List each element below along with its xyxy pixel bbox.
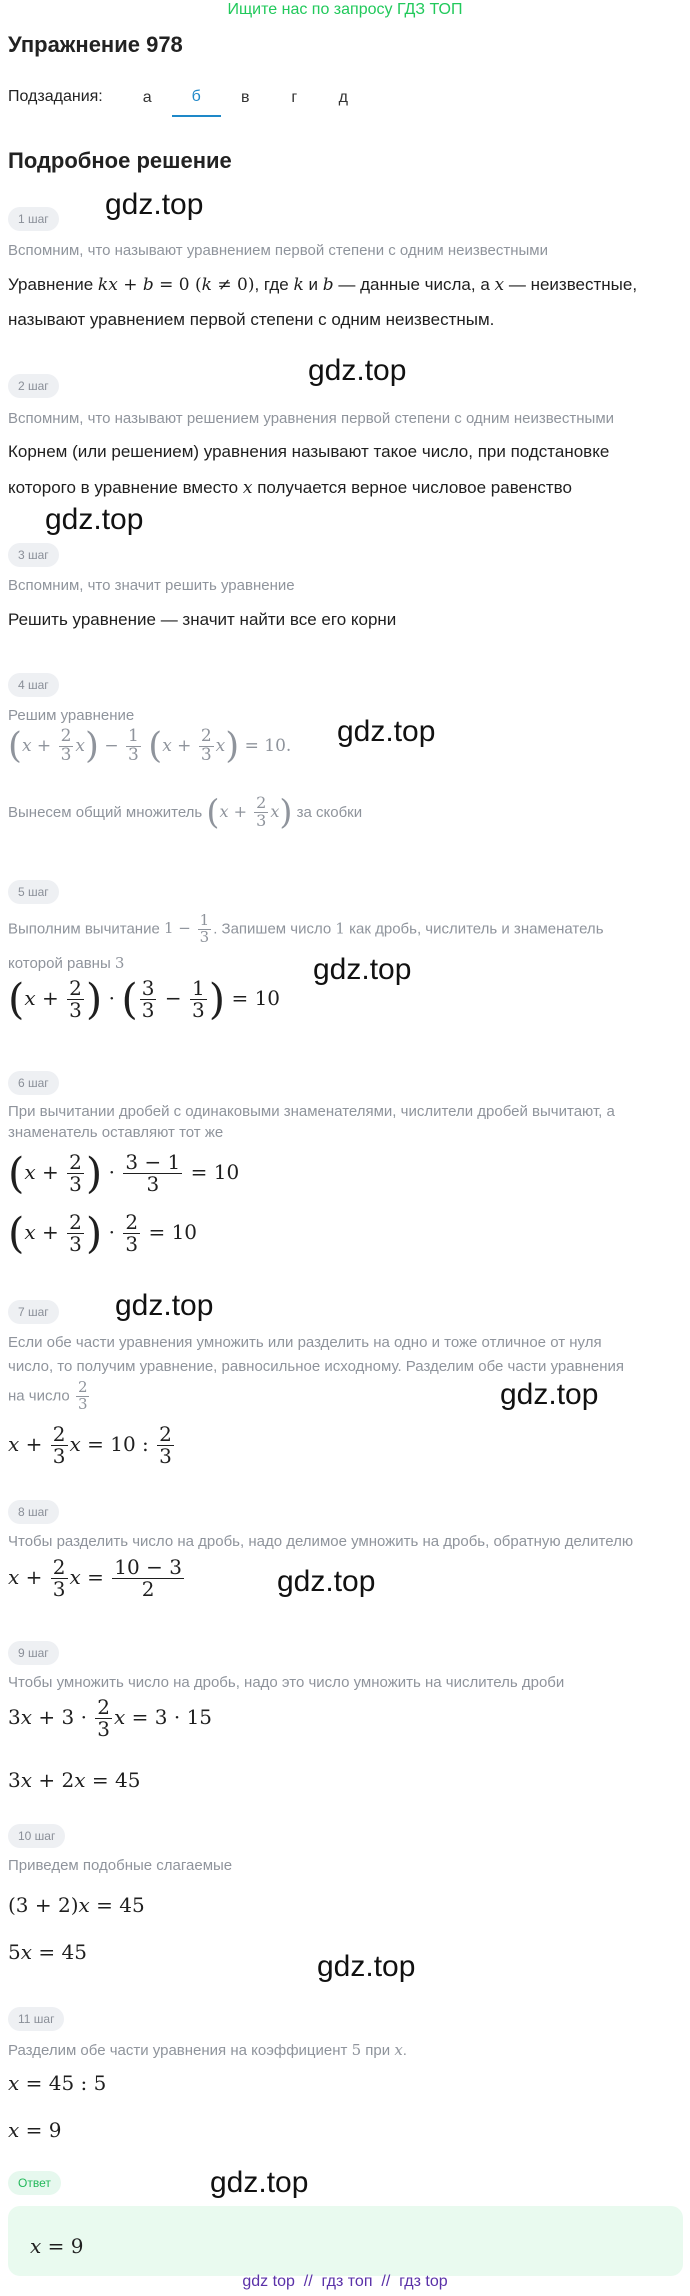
watermark: gdz.top	[317, 1950, 416, 1983]
step-badge: 9 шаг	[8, 1641, 59, 1665]
watermark: gdz.top	[500, 1378, 599, 1411]
tab-b[interactable]: б	[172, 78, 221, 117]
footer-links[interactable]: gdz top // гдз топ // гдз top	[242, 2273, 448, 2290]
tab-v[interactable]: в	[240, 88, 250, 106]
step-text: Решить уравнение — значит найти все его корни	[8, 610, 397, 629]
watermark: gdz.top	[210, 2166, 309, 2199]
equation: x + $\frac{2}{3}$ x = $\frac{10 - 3}{2}$	[8, 1555, 182, 1601]
step-hint-2: число, то получим уравнение, равносильное исходному. Разделим обе части уравнения	[8, 1358, 624, 1375]
step-text-2: называют уравнением первой степени с одним неизвестным.	[8, 310, 495, 329]
equation: (x + $\frac{2}{3}$ x) − $\frac{1}{3}$ (x + $\frac{2}{3}$ x) = 10.	[8, 725, 292, 767]
step-hint-2: знаменатель оставляют тот же	[8, 1124, 224, 1141]
step-hint: При вычитании дробей с одинаковыми знаменателями, числители дробей вычитают, а	[8, 1103, 615, 1120]
step-badge: 7 шаг	[8, 1300, 59, 1324]
step-badge: 11 шаг	[8, 2007, 64, 2031]
step-text-2: которого в уравнение вместо x получается верное числовое равенство	[8, 478, 572, 498]
step-badge: 5 шаг	[8, 880, 59, 904]
equation: (x + $\frac{2}{3}$ ) · ( $\frac{3}{3}$ − $\frac{1}{3}$ ) = 10	[8, 974, 281, 1024]
step-badge: 6 шаг	[8, 1071, 59, 1095]
answer-box	[8, 2206, 683, 2276]
step-hint: Вспомним, что называют уравнением первой степени с одним неизвестными	[8, 242, 548, 259]
answer-badge: Ответ	[8, 2171, 61, 2195]
subtasks-nav	[8, 80, 690, 114]
step-hint: Вспомним, что значит решить уравнение	[8, 577, 295, 594]
equation: (x + $\frac{2}{3}$ ) · $\frac{3 - 1}{3}$ = 10	[8, 1148, 240, 1198]
step-badge: 2 шаг	[8, 374, 59, 398]
watermark: gdz.top	[308, 354, 407, 387]
step-hint: Выполним вычитание 1 − $\frac{1}{3}$ . Запишем число 1 как дробь, числитель и знаменатель	[8, 911, 604, 946]
step-hint: Решим уравнение	[8, 707, 135, 724]
step-text: Уравнение kx + b = 0 (k ≠ 0), где k и b — данные числа, а x — неизвестные,	[8, 275, 638, 295]
step-badge: 4 шаг	[8, 673, 59, 697]
watermark: gdz.top	[277, 1565, 376, 1598]
step-hint-2: которой равны 3	[8, 954, 125, 972]
equation: 3x + 3 · $\frac{2}{3}$ x = 3 · 15	[8, 1695, 213, 1741]
step-hint: Разделим обе части уравнения на коэффициент 5 при x.	[8, 2041, 407, 2059]
equation: x = 9	[8, 2118, 62, 2142]
step-text: Корнем (или решением) уравнения называют такое число, при подстановке	[8, 442, 610, 461]
equation: (3 + 2)x = 45	[8, 1893, 145, 1917]
step-hint-2: Вынесем общий множитель (x + $\frac{2}{3}$ x) за скобки	[8, 792, 363, 832]
watermark: gdz.top	[115, 1289, 214, 1322]
step-badge: 8 шаг	[8, 1500, 59, 1524]
answer-equation: x = 9	[30, 2234, 84, 2258]
watermark: gdz.top	[313, 953, 412, 986]
step-hint: Если обе части уравнения умножить или разделить на одно и тоже отличное от нуля	[8, 1334, 602, 1351]
step-hint: Чтобы умножить число на дробь, надо это число умножить на числитель дроби	[8, 1674, 565, 1691]
watermark: gdz.top	[337, 715, 436, 748]
step-hint: Вспомним, что называют решением уравнения первой степени с одним неизвестными	[8, 410, 615, 427]
step-hint: Приведем подобные слагаемые	[8, 1857, 233, 1874]
section-title: Подробное решение	[8, 148, 232, 173]
equation: 3x + 2x = 45	[8, 1768, 141, 1792]
exercise-title: Упражнение 978	[8, 32, 183, 57]
step-badge: 1 шаг	[8, 207, 59, 231]
step-badge: 3 шаг	[8, 543, 59, 567]
subtasks-label: Подзадания:	[8, 88, 103, 105]
tab-g[interactable]: г	[291, 88, 298, 106]
step-badge: 10 шаг	[8, 1824, 65, 1848]
equation: (x + $\frac{2}{3}$ ) · $\frac{2}{3}$ = 10	[8, 1208, 198, 1258]
equation: x = 45 : 5	[8, 2071, 107, 2095]
watermark: gdz.top	[45, 503, 144, 536]
step-hint-3: на число $\frac{2}{3}$	[8, 1378, 88, 1413]
equation: x + $\frac{2}{3}$ x = 10 : $\frac{2}{3}$	[8, 1422, 172, 1468]
tab-d[interactable]: д	[338, 88, 348, 106]
tab-a[interactable]: а	[142, 88, 152, 106]
watermark: gdz.top	[105, 188, 204, 221]
step-hint: Чтобы разделить число на дробь, надо делимое умножить на дробь, обратную делителю	[8, 1533, 634, 1550]
top-search-link[interactable]: Ищите нас по запросу ГДЗ ТОП	[227, 1, 463, 18]
equation: 5x = 45	[8, 1940, 87, 1964]
